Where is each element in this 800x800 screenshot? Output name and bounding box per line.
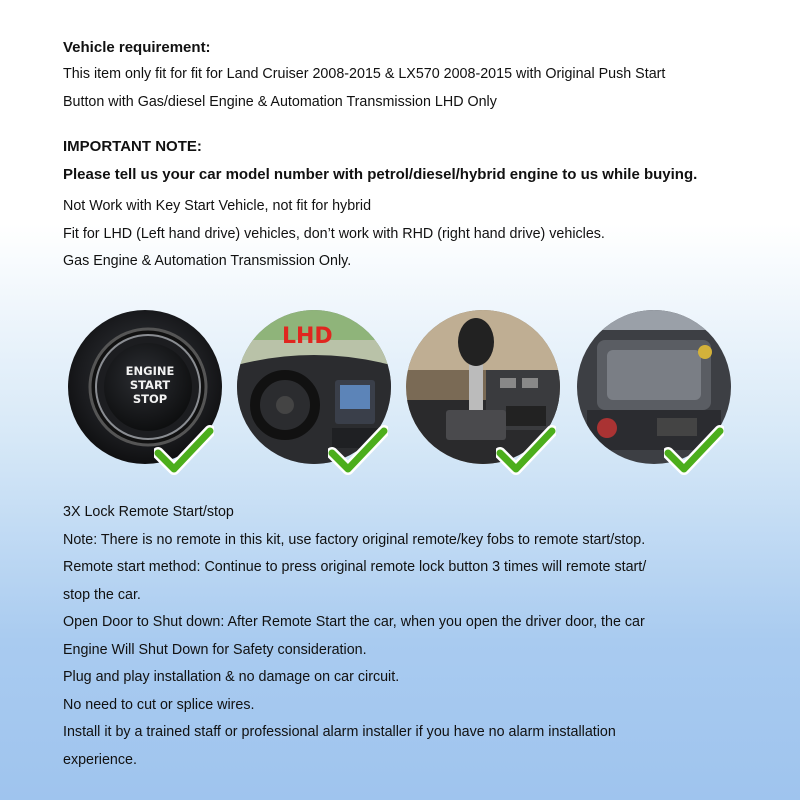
feature-line-10: experience.	[63, 751, 137, 768]
vehicle-requirement-section	[63, 38, 665, 116]
check-icon	[496, 425, 556, 477]
features-section	[63, 499, 646, 774]
feature-line-8: No need to cut or splice wires.	[63, 696, 255, 713]
feature-line-6: Engine Will Shut Down for Safety consideration.	[63, 641, 367, 658]
lhd-label: LHD	[282, 324, 333, 349]
feature-line-3: Remote start method: Continue to press original remote lock button 3 times will remote start/	[63, 559, 647, 575]
feature-line-2: Note: There is no remote in this kit, use factory original remote/key fobs to remote start/stop.	[63, 531, 646, 548]
product-photos-row	[0, 307, 800, 467]
feature-line-5: Open Door to Shut down: After Remote Start the car, when you open the driver door, the car	[63, 614, 645, 630]
button-label-engine: ENGINE	[125, 364, 175, 378]
important-note-emphasis: Please tell us your car model number with petrol/diesel/hybrid engine to us while buying.	[63, 166, 698, 183]
vehicle-requirement-line-1: This item only fit for fit for Land Cruiser 2008-2015 & LX570 2008-2015 with Original Push Start	[63, 66, 666, 82]
check-icon	[328, 425, 388, 477]
button-label	[120, 364, 180, 406]
important-note-section	[63, 137, 697, 276]
button-label-stop: STOP	[132, 392, 168, 406]
feature-line-1: 3X Lock Remote Start/stop	[63, 504, 234, 520]
check-icon	[664, 425, 724, 477]
check-icon	[154, 425, 214, 477]
button-label-start: START	[129, 378, 171, 392]
important-note-heading: IMPORTANT NOTE:	[63, 138, 202, 155]
vehicle-requirement-line-2: Button with Gas/diesel Engine & Automation Transmission LHD Only	[63, 93, 497, 110]
important-note-line-2: Fit for LHD (Left hand drive) vehicles, don’t work with RHD (right hand drive) vehicles.	[63, 225, 605, 242]
feature-line-9: Install it by a trained staff or professional alarm installer if you have no alarm installation	[63, 724, 616, 740]
feature-line-7: Plug and play installation & no damage on car circuit.	[63, 669, 400, 685]
feature-line-4: stop the car.	[63, 586, 141, 603]
important-note-line-1: Not Work with Key Start Vehicle, not fit for hybrid	[63, 198, 372, 214]
vehicle-requirement-heading: Vehicle requirement:	[63, 39, 211, 56]
important-note-line-3: Gas Engine & Automation Transmission Only.	[63, 253, 352, 269]
